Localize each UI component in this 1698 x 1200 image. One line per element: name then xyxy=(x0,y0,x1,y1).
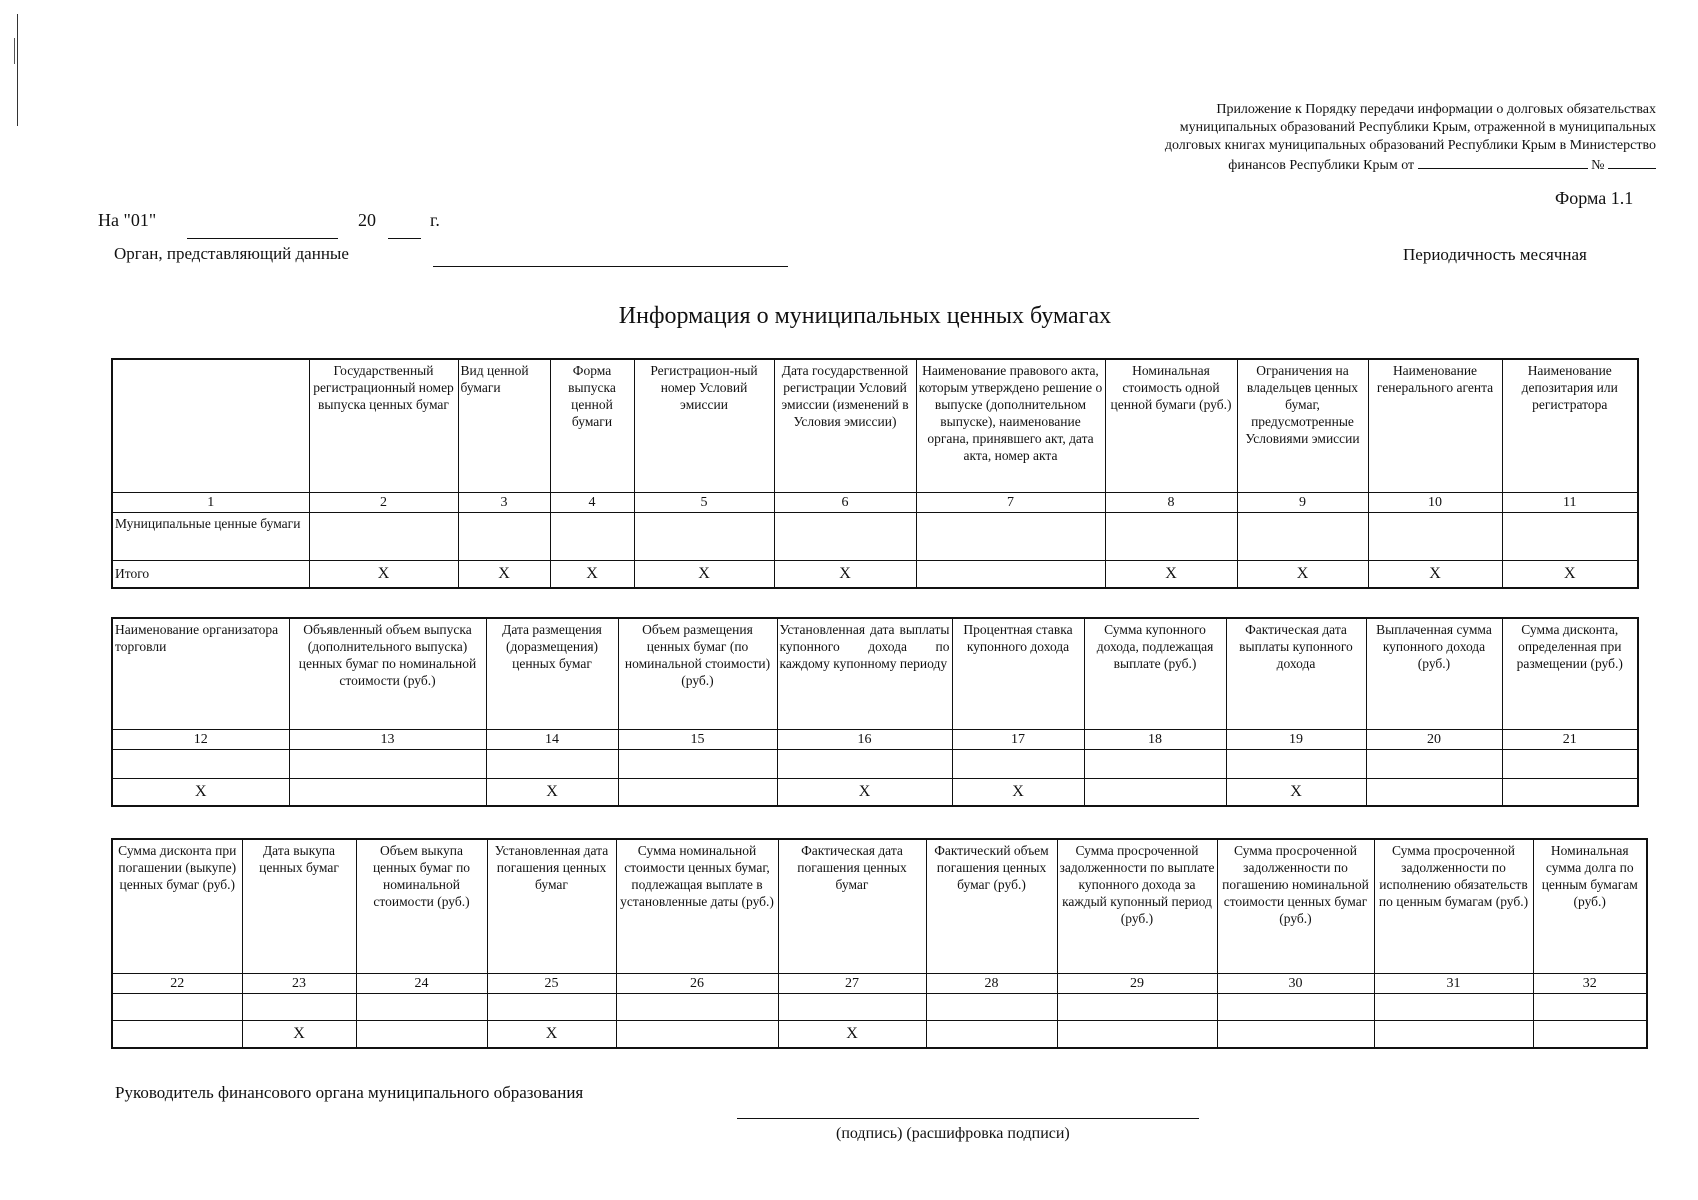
securities-table-part2 xyxy=(111,617,1639,807)
securities-table-part3 xyxy=(111,838,1648,1049)
form-number: Форма 1.1 xyxy=(1555,188,1634,208)
column-number: 7 xyxy=(916,492,1105,512)
year-blank[interactable] xyxy=(388,212,421,239)
header-cell: Установленная дата погашения ценных бумаг xyxy=(487,839,616,973)
header-cell: Фактический объем погашения ценных бумаг (руб.) xyxy=(926,839,1057,973)
column-number: 26 xyxy=(616,973,778,993)
data-cell[interactable] xyxy=(916,512,1105,560)
number-sign: № xyxy=(1591,158,1605,173)
header-cell xyxy=(112,359,309,492)
data-cell[interactable] xyxy=(550,512,634,560)
header-cell: Ограничения на владельцев ценных бумаг, предусмотренные Условиями эмиссии xyxy=(1237,359,1368,492)
data-cell[interactable] xyxy=(1105,512,1237,560)
data-cell[interactable] xyxy=(458,512,550,560)
data-cell[interactable] xyxy=(926,993,1057,1020)
column-number: 9 xyxy=(1237,492,1368,512)
total-cell[interactable] xyxy=(1533,1020,1647,1048)
header-cell: Сумма номинальной стоимости ценных бумаг, подлежащая выплате в установленные даты (руб.) xyxy=(616,839,778,973)
table-row xyxy=(112,749,1638,778)
column-number: 30 xyxy=(1217,973,1374,993)
data-cell[interactable] xyxy=(1368,512,1502,560)
header-cell: Сумма просроченной задолженности по выплате купонного дохода за каждый купонный период (руб.) xyxy=(1057,839,1217,973)
appendix-line xyxy=(1016,155,1656,175)
data-cell[interactable] xyxy=(112,749,289,778)
page-title: Информация о муниципальных ценных бумагах xyxy=(618,303,1112,329)
header-cell: Наименование правового акта, которым утверждено решение о выпуске (дополнительном выпуске), наименование органа, принявшего акт, дата акта, номер акта xyxy=(916,359,1105,492)
total-cell[interactable] xyxy=(1366,778,1502,806)
total-cell[interactable] xyxy=(618,778,777,806)
data-cell[interactable] xyxy=(1217,993,1374,1020)
number-blank[interactable] xyxy=(1608,155,1656,169)
column-number: 4 xyxy=(550,492,634,512)
column-number: 27 xyxy=(778,973,926,993)
header-cell: Объявленный объем выпуска (дополнительного выпуска) ценных бумаг по номинальной стоимости (руб.) xyxy=(289,618,486,729)
header-cell: Выплаченная сумма купонного дохода (руб.) xyxy=(1366,618,1502,729)
header-cell: Дата выкупа ценных бумаг xyxy=(242,839,356,973)
data-cell[interactable] xyxy=(242,993,356,1020)
data-cell[interactable] xyxy=(487,993,616,1020)
header-cell: Сумма купонного дохода, подлежащая выплате (руб.) xyxy=(1084,618,1226,729)
securities-table-part1 xyxy=(111,358,1639,589)
data-cell[interactable] xyxy=(1533,993,1647,1020)
data-cell[interactable] xyxy=(1502,749,1638,778)
header-row xyxy=(112,618,1638,729)
header-cell: Фактическая дата погашения ценных бумаг xyxy=(778,839,926,973)
report-date-line xyxy=(98,210,156,231)
total-cell: Х xyxy=(1237,560,1368,588)
date-blank[interactable] xyxy=(1418,155,1588,169)
total-cell: Х xyxy=(634,560,774,588)
header-cell: Сумма просроченной задолженности по исполнению обязательств по ценным бумагам (руб.) xyxy=(1374,839,1533,973)
data-cell[interactable] xyxy=(112,993,242,1020)
total-label: Итого xyxy=(112,560,309,588)
column-number: 14 xyxy=(486,729,618,749)
year-suffix: г. xyxy=(430,210,440,230)
header-cell: Дата размещения (доразмещения) ценных бумаг xyxy=(486,618,618,729)
total-cell[interactable] xyxy=(1374,1020,1533,1048)
column-number: 10 xyxy=(1368,492,1502,512)
header-cell: Форма выпуска ценной бумаги xyxy=(550,359,634,492)
header-cell: Наименование депозитария или регистратора xyxy=(1502,359,1638,492)
total-cell[interactable] xyxy=(1217,1020,1374,1048)
total-cell: Х xyxy=(550,560,634,588)
date-prefix: На "01" xyxy=(98,210,157,230)
column-number: 1 xyxy=(112,492,309,512)
data-cell[interactable] xyxy=(1057,993,1217,1020)
header-cell: Объем размещения ценных бумаг (по номинальной стоимости) (руб.) xyxy=(618,618,777,729)
header-cell: Вид ценной бумаги xyxy=(458,359,550,492)
header-cell: Сумма дисконта при погашении (выкупе) ценных бумаг (руб.) xyxy=(112,839,242,973)
column-number: 28 xyxy=(926,973,1057,993)
header-row xyxy=(112,359,1638,492)
scan-edge-mark xyxy=(17,14,18,126)
data-cell[interactable] xyxy=(1502,512,1638,560)
header-cell: Регистрацион-ный номер Условий эмиссии xyxy=(634,359,774,492)
appendix-line-text: финансов Республики Крым от xyxy=(1228,158,1415,173)
column-number: 15 xyxy=(618,729,777,749)
header-cell: Номинальная стоимость одной ценной бумаги (руб.) xyxy=(1105,359,1237,492)
column-number: 22 xyxy=(112,973,242,993)
data-cell[interactable] xyxy=(486,749,618,778)
column-number: 13 xyxy=(289,729,486,749)
appendix-note xyxy=(1016,101,1656,175)
data-cell[interactable] xyxy=(1084,749,1226,778)
year-prefix: 20 xyxy=(358,210,376,230)
table-row xyxy=(112,993,1647,1020)
total-cell: Х xyxy=(952,778,1084,806)
table-row xyxy=(112,512,1638,560)
column-number: 20 xyxy=(1366,729,1502,749)
header-row xyxy=(112,839,1647,973)
column-number-row xyxy=(112,492,1638,512)
column-number-row xyxy=(112,973,1647,993)
header-cell: Сумма дисконта, определенная при размещении (руб.) xyxy=(1502,618,1638,729)
total-cell: Х xyxy=(487,1020,616,1048)
column-number: 31 xyxy=(1374,973,1533,993)
data-cell[interactable] xyxy=(618,749,777,778)
column-number: 2 xyxy=(309,492,458,512)
column-number: 3 xyxy=(458,492,550,512)
data-cell[interactable] xyxy=(774,512,916,560)
column-number: 16 xyxy=(777,729,952,749)
column-number-row xyxy=(112,729,1638,749)
total-cell[interactable] xyxy=(1502,778,1638,806)
column-number: 6 xyxy=(774,492,916,512)
data-cell[interactable] xyxy=(778,993,926,1020)
total-cell[interactable] xyxy=(926,1020,1057,1048)
column-number: 25 xyxy=(487,973,616,993)
total-cell: Х xyxy=(1502,560,1638,588)
data-cell[interactable] xyxy=(1226,749,1366,778)
column-number: 29 xyxy=(1057,973,1217,993)
header-cell: Наименование организатора торговли xyxy=(112,618,289,729)
total-cell: Х xyxy=(778,1020,926,1048)
signature-line[interactable] xyxy=(737,1118,1199,1119)
organ-blank[interactable] xyxy=(433,244,788,267)
total-cell: Х xyxy=(486,778,618,806)
scan-edge-mark xyxy=(14,38,15,64)
total-cell: Х xyxy=(777,778,952,806)
total-cell: Х xyxy=(112,778,289,806)
column-number: 18 xyxy=(1084,729,1226,749)
column-number: 23 xyxy=(242,973,356,993)
total-cell: Х xyxy=(1368,560,1502,588)
column-number: 24 xyxy=(356,973,487,993)
header-cell: Наименование генерального агента xyxy=(1368,359,1502,492)
total-cell: Х xyxy=(1105,560,1237,588)
header-cell: Государственный регистрационный номер выпуска ценных бумаг xyxy=(309,359,458,492)
data-cell[interactable] xyxy=(777,749,952,778)
data-cell[interactable] xyxy=(1374,993,1533,1020)
appendix-line: муниципальных образований Республики Крым, отраженной в муниципальных xyxy=(1179,120,1656,135)
total-cell[interactable] xyxy=(1057,1020,1217,1048)
data-cell[interactable] xyxy=(289,749,486,778)
month-blank[interactable] xyxy=(187,212,338,239)
header-cell: Объем выкупа ценных бумаг по номинальной стоимости (руб.) xyxy=(356,839,487,973)
total-cell: Х xyxy=(242,1020,356,1048)
total-cell[interactable] xyxy=(916,560,1105,588)
total-row xyxy=(112,778,1638,806)
data-cell[interactable] xyxy=(616,993,778,1020)
column-number: 5 xyxy=(634,492,774,512)
total-cell[interactable] xyxy=(1084,778,1226,806)
total-cell[interactable] xyxy=(112,1020,242,1048)
total-cell[interactable] xyxy=(356,1020,487,1048)
header-cell: Фактическая дата выплаты купонного дохода xyxy=(1226,618,1366,729)
column-number: 12 xyxy=(112,729,289,749)
header-cell: Сумма просроченной задолженности по погашению номинальной стоимости ценных бумаг (руб.) xyxy=(1217,839,1374,973)
signatory-role: Руководитель финансового органа муниципального образования xyxy=(115,1083,584,1102)
column-number: 19 xyxy=(1226,729,1366,749)
total-cell: Х xyxy=(1226,778,1366,806)
column-number: 32 xyxy=(1533,973,1647,993)
column-number: 8 xyxy=(1105,492,1237,512)
total-cell: Х xyxy=(458,560,550,588)
data-cell[interactable] xyxy=(309,512,458,560)
data-cell[interactable] xyxy=(634,512,774,560)
total-cell: Х xyxy=(309,560,458,588)
signature-caption: (подпись) (расшифровка подписи) xyxy=(836,1125,1070,1142)
total-cell: Х xyxy=(774,560,916,588)
data-cell[interactable] xyxy=(356,993,487,1020)
periodicity: Периодичность месячная xyxy=(1403,245,1587,264)
total-row xyxy=(112,560,1638,588)
total-cell[interactable] xyxy=(616,1020,778,1048)
data-cell[interactable] xyxy=(1366,749,1502,778)
column-number: 11 xyxy=(1502,492,1638,512)
header-cell: Дата государственной регистрации Условий эмиссии (изменений в Условия эмиссии) xyxy=(774,359,916,492)
column-number: 21 xyxy=(1502,729,1638,749)
data-cell[interactable] xyxy=(1237,512,1368,560)
header-cell: Процентная ставка купонного дохода xyxy=(952,618,1084,729)
header-cell: Номинальная сумма долга по ценным бумагам (руб.) xyxy=(1533,839,1647,973)
total-cell[interactable] xyxy=(289,778,486,806)
header-cell: Установленная дата выплаты купонного дохода по каждому купонному периоду xyxy=(777,618,952,729)
organ-label: Орган, представляющий данные xyxy=(114,244,349,263)
data-cell[interactable] xyxy=(952,749,1084,778)
row-label: Муниципальные ценные бумаги xyxy=(112,512,309,560)
total-row xyxy=(112,1020,1647,1048)
appendix-line: Приложение к Порядку передачи информации о долговых обязательствах xyxy=(1216,102,1656,117)
appendix-line: долговых книгах муниципальных образований Республики Крым в Министерство xyxy=(1164,138,1656,153)
column-number: 17 xyxy=(952,729,1084,749)
